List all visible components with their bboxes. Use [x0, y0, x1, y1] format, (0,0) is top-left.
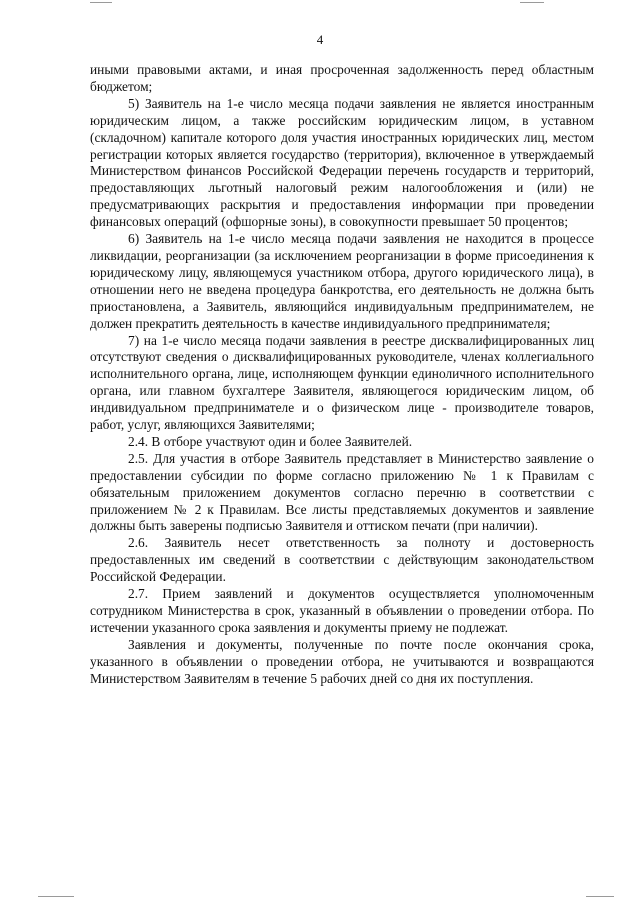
scan-edge-mark: [520, 2, 544, 3]
scan-edge-mark: [586, 896, 614, 897]
paragraph-continuation: иными правовыми актами, и иная просроченная задолженность перед областным бюджетом;: [90, 62, 594, 94]
paragraph-late-submissions: Заявления и документы, полученные по почте после окончания срока, указанного в объявлении о проведении отбора, не учитываются и возвращаются Министерством Заявителям в течение 5 рабочих дней со дня их поступления.: [90, 636, 594, 686]
paragraph-2-4: 2.4. В отборе участвуют один и более Заявителей.: [128, 433, 413, 449]
page-number: 4: [316, 32, 324, 47]
paragraph-2-6: 2.6. Заявитель несет ответственность за полноту и достоверность предоставленных им сведений в соответствии с действующим законодательством Российской Федерации.: [90, 535, 594, 585]
paragraph-item-6: 6) Заявитель на 1-е число месяца подачи заявления не находится в процессе ликвидации, реорганизации (за исключением реорганизации в форме присоединения к юридическому лицу, являющемуся участником отбора, другого юридического лица), в отношении него не введена процедура банкротства, его деятельность не должна быть приостановлена, а Заявитель, являющийся индивидуальным предпринимателем, не должен прекратить деятельность в качестве индивидуального предпринимателя;: [90, 231, 594, 331]
paragraph-item-7: 7) на 1-е число месяца подачи заявления в реестре дисквалифицированных лиц отсутствуют сведения о дисквалифицированных руководителе, членах коллегиального исполнительного органа, лице, исполняющем функции единоличного исполнительного органа, или главном бухгалтере Заявителя, являющегося юридическим лицом, об индивидуальном предпринимателе и о физическом лице - производителе товаров, работ, услуг, являющихся Заявителями;: [90, 332, 594, 433]
scan-edge-mark: [38, 896, 74, 897]
paragraph-item-5: 5) Заявитель на 1-е число месяца подачи заявления не является иностранным юридическим лицом, а также российским юридическим лицом, в уставном (складочном) капитале которого доля участия иностранных юридических лиц, местом регистрации которых является государство (территория), включенное в утверждаемый Министерством финансов Российской Федерации перечень государств и территорий, предоставляющих льготный налоговый режим налогообложения и (или) не предусматривающих раскрытия и предоставления информации при проведении финансовых операций (офшорные зоны), в совокупности превышает 50 процентов;: [90, 95, 594, 230]
paragraph-2-5: 2.5. Для участия в отборе Заявитель представляет в Министерство заявление о предоставлении субсидии по форме согласно приложению № 1 к Правилам с обязательным приложением документов согласно перечню в соответствии с приложением № 2 к Правилам. Все листы представляемых документов и заявление должны быть заверены подписью Заявителя и оттиском печати (при наличии).: [90, 450, 594, 534]
paragraph-2-7: 2.7. Прием заявлений и документов осуществляется уполномоченным сотрудником Министерства в срок, указанный в объявлении о проведении отбора. По истечении указанного срока заявления и документы приему не подлежат.: [90, 586, 594, 635]
scan-edge-mark: [90, 2, 112, 3]
document-body: [90, 62, 594, 688]
